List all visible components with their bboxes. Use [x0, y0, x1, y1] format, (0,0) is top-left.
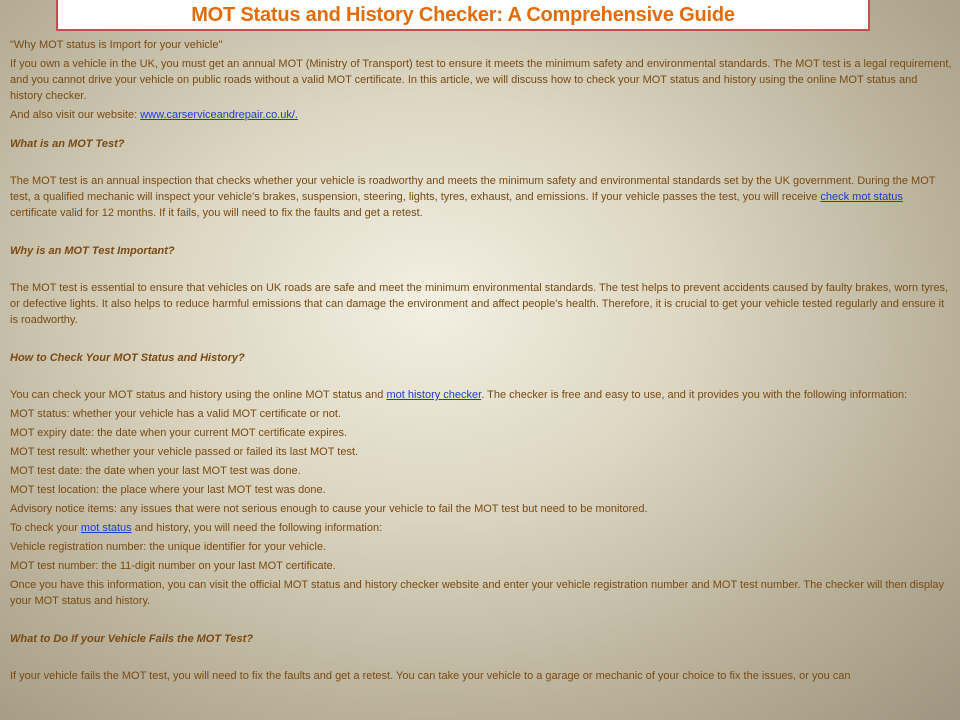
mot-history-checker-link[interactable]: mot history checker [386, 389, 482, 401]
visit-prefix: And also visit our website: [10, 109, 141, 121]
website-link[interactable]: www.carserviceandrepair.co.uk/. [140, 109, 298, 121]
text-span: To check your [10, 522, 81, 534]
section-text-what-is-mot [10, 173, 952, 221]
text-span: The MOT test is an annual inspection that checks whether your vehicle is roadworthy and meets the minimum safety and environmental standards set by the UK government. During the MOT test, a qualified mechanic will inspect your vehicle's brakes, suspension, steering, lights, tyres, exhaust, and emissions. If your vehicle passes the test, you will receive [10, 175, 936, 203]
text-span: certificate valid for 12 months. If it fails, you will need to fix the faults and get a retest. [10, 207, 423, 219]
intro-quote: "Why MOT status is Import for your vehicle" [10, 39, 223, 51]
check-mot-status-link[interactable]: check mot status [820, 191, 903, 203]
section-heading-fails: What to Do If your Vehicle Fails the MOT Test? [10, 633, 254, 645]
need-line [10, 520, 952, 536]
list-item: MOT test date: the date when your last MOT test was done. [10, 465, 301, 477]
section-text-how-to-check [10, 387, 952, 403]
intro-paragraph: If you own a vehicle in the UK, you must get an annual MOT (Ministry of Transport) test to ensure it meets the minimum safety and environmental standards. The MOT test is a legal requirement, and you cannot drive your vehicle on public roads without a valid MOT certificate. In this article, we will discuss how to check your MOT status and history using the online MOT status and history checker. [10, 58, 952, 102]
section-text-why-important: The MOT test is essential to ensure that vehicles on UK roads are safe and meet the minimum environmental standards. The test helps to prevent accidents caused by faulty brakes, worn tyres, or defective lights. It also helps to reduce harmful emissions that can damage the environment and affect people's health. Therefore, it is crucial to get your vehicle tested regularly and ensure it is roadworthy. [10, 282, 949, 326]
mot-status-link[interactable]: mot status [80, 522, 132, 534]
visit-line [10, 107, 952, 123]
list-item: Advisory notice items: any issues that were not serious enough to cause your vehicle to fail the MOT test but need to be monitored. [10, 503, 648, 515]
list-item: MOT test result: whether your vehicle passed or failed its last MOT test. [10, 446, 359, 458]
section-text-fails: If your vehicle fails the MOT test, you will need to fix the faults and get a retest. You can take your vehicle to a garage or mechanic of your choice to fix the issues, or you can [10, 670, 851, 682]
list-item: MOT test number: the 11-digit number on your last MOT certificate. [10, 560, 336, 572]
section-heading-what-is-mot: What is an MOT Test? [10, 138, 125, 150]
page-title: MOT Status and History Checker: A Comprehensive Guide [191, 4, 735, 26]
list-item: MOT test location: the place where your last MOT test was done. [10, 484, 326, 496]
text-span: and history, you will need the following information: [131, 522, 383, 534]
list-item: Vehicle registration number: the unique identifier for your vehicle. [10, 541, 327, 553]
section-heading-why-important: Why is an MOT Test Important? [10, 245, 175, 257]
section-closing: Once you have this information, you can visit the official MOT status and history checker website and enter your vehicle registration number and MOT test number. The checker will then display your MOT status and history. [10, 579, 945, 607]
section-heading-how-to-check: How to Check Your MOT Status and History? [10, 352, 245, 364]
list-item: MOT expiry date: the date when your current MOT certificate expires. [10, 427, 348, 439]
article-body [10, 37, 952, 687]
title-box [56, 0, 870, 31]
list-item: MOT status: whether your vehicle has a valid MOT certificate or not. [10, 408, 341, 420]
text-span: You can check your MOT status and history using the online MOT status and [10, 389, 387, 401]
text-span: . The checker is free and easy to use, and it provides you with the following information: [481, 389, 908, 401]
